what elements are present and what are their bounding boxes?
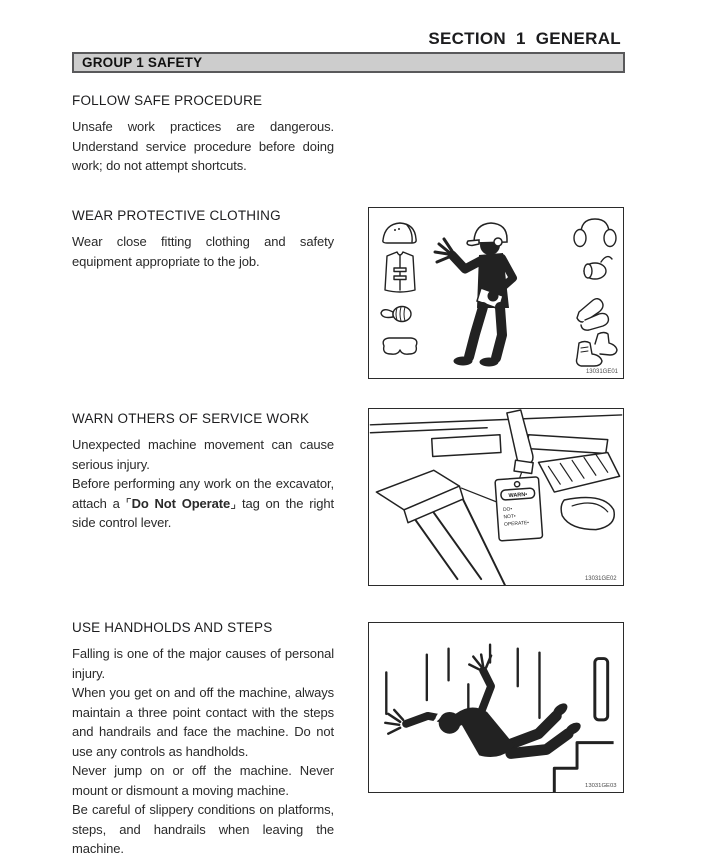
- control-lever: [507, 410, 533, 481]
- group-banner: [72, 52, 625, 73]
- section-body: Be careful of slippery conditions on platforms, steps, and handrails when leaving the machine.: [72, 802, 334, 856]
- section-body: Unsafe work practices are dangerous. Understand service procedure before doing work; do not attempt shortcuts.: [72, 119, 334, 173]
- motion-lines: [386, 645, 539, 718]
- tag-line: OPERATE•: [503, 521, 530, 528]
- ear-plugs-icon: [584, 257, 612, 279]
- section-heading: FOLLOW SAFE PROCEDURE: [72, 93, 263, 108]
- do-not-operate-label: Do Not Operate: [131, 495, 231, 511]
- figure-code: 13031GE01: [585, 369, 618, 375]
- falling-worker-figure: [385, 655, 583, 757]
- figure-code: 13031GE03: [585, 783, 617, 790]
- worker-figure: [435, 223, 513, 367]
- section-warn-others: [72, 411, 334, 533]
- falling-worker-illustration: [369, 623, 623, 792]
- figure-do-not-operate-tag: [368, 408, 624, 586]
- hatched-console: [539, 453, 620, 493]
- section-body: Wear close fitting clothing and safety equipment appropriate to the job.: [72, 234, 334, 269]
- page-title: SECTION 1 GENERAL: [428, 29, 621, 48]
- safety-boots-icon: [577, 333, 618, 367]
- tag-title: WARN•: [508, 491, 528, 500]
- figure-falling-hazard: [368, 622, 624, 793]
- cab-wall: [370, 415, 621, 457]
- bracket-close: ⌟: [230, 495, 237, 511]
- hard-hat-icon: [383, 223, 416, 243]
- gloves-icon: [577, 299, 608, 330]
- section-wear-protective-clothing: [72, 208, 334, 271]
- section-heading: USE HANDHOLDS AND STEPS: [72, 620, 273, 635]
- section-heading: WEAR PROTECTIVE CLOTHING: [72, 208, 281, 223]
- operator-seat: [561, 498, 614, 530]
- tag-line: NOT•: [503, 514, 516, 521]
- bracket-open: ⌜: [125, 495, 132, 511]
- ear-muffs-icon: [574, 219, 616, 247]
- section-body: Falling is one of the major causes of personal injury.: [72, 646, 334, 681]
- section-follow-safe-procedure: [72, 93, 334, 176]
- section-body: Never jump on or off the machine. Never mount or dismount a moving machine.: [72, 763, 334, 798]
- figure-code: 13031GE02: [585, 576, 617, 583]
- figure-protective-clothing: [368, 207, 624, 379]
- handrail: [595, 659, 608, 720]
- group-banner-label: GROUP 1 SAFETY: [82, 55, 203, 70]
- section-body: When you get on and off the machine, always maintain a three point contact with the steps and handrails and face the machine. Do not use any controls as handholds.: [72, 685, 334, 759]
- safety-vest-icon: [385, 252, 415, 292]
- section-body: Unexpected machine movement can cause serious injury.: [72, 437, 334, 472]
- protective-clothing-illustration: [369, 208, 623, 378]
- goggles-icon: [383, 338, 417, 354]
- section-use-handholds: [72, 620, 334, 859]
- section-heading: WARN OTHERS OF SERVICE WORK: [72, 411, 310, 426]
- dust-mask-icon: [381, 307, 411, 322]
- tag-line: DO•: [502, 507, 513, 513]
- cab-tag-illustration: [369, 409, 623, 585]
- section-body: Before performing any work on the excavator, attach a ⌜Do Not Operate⌟ tag on the right side control lever.: [72, 476, 334, 530]
